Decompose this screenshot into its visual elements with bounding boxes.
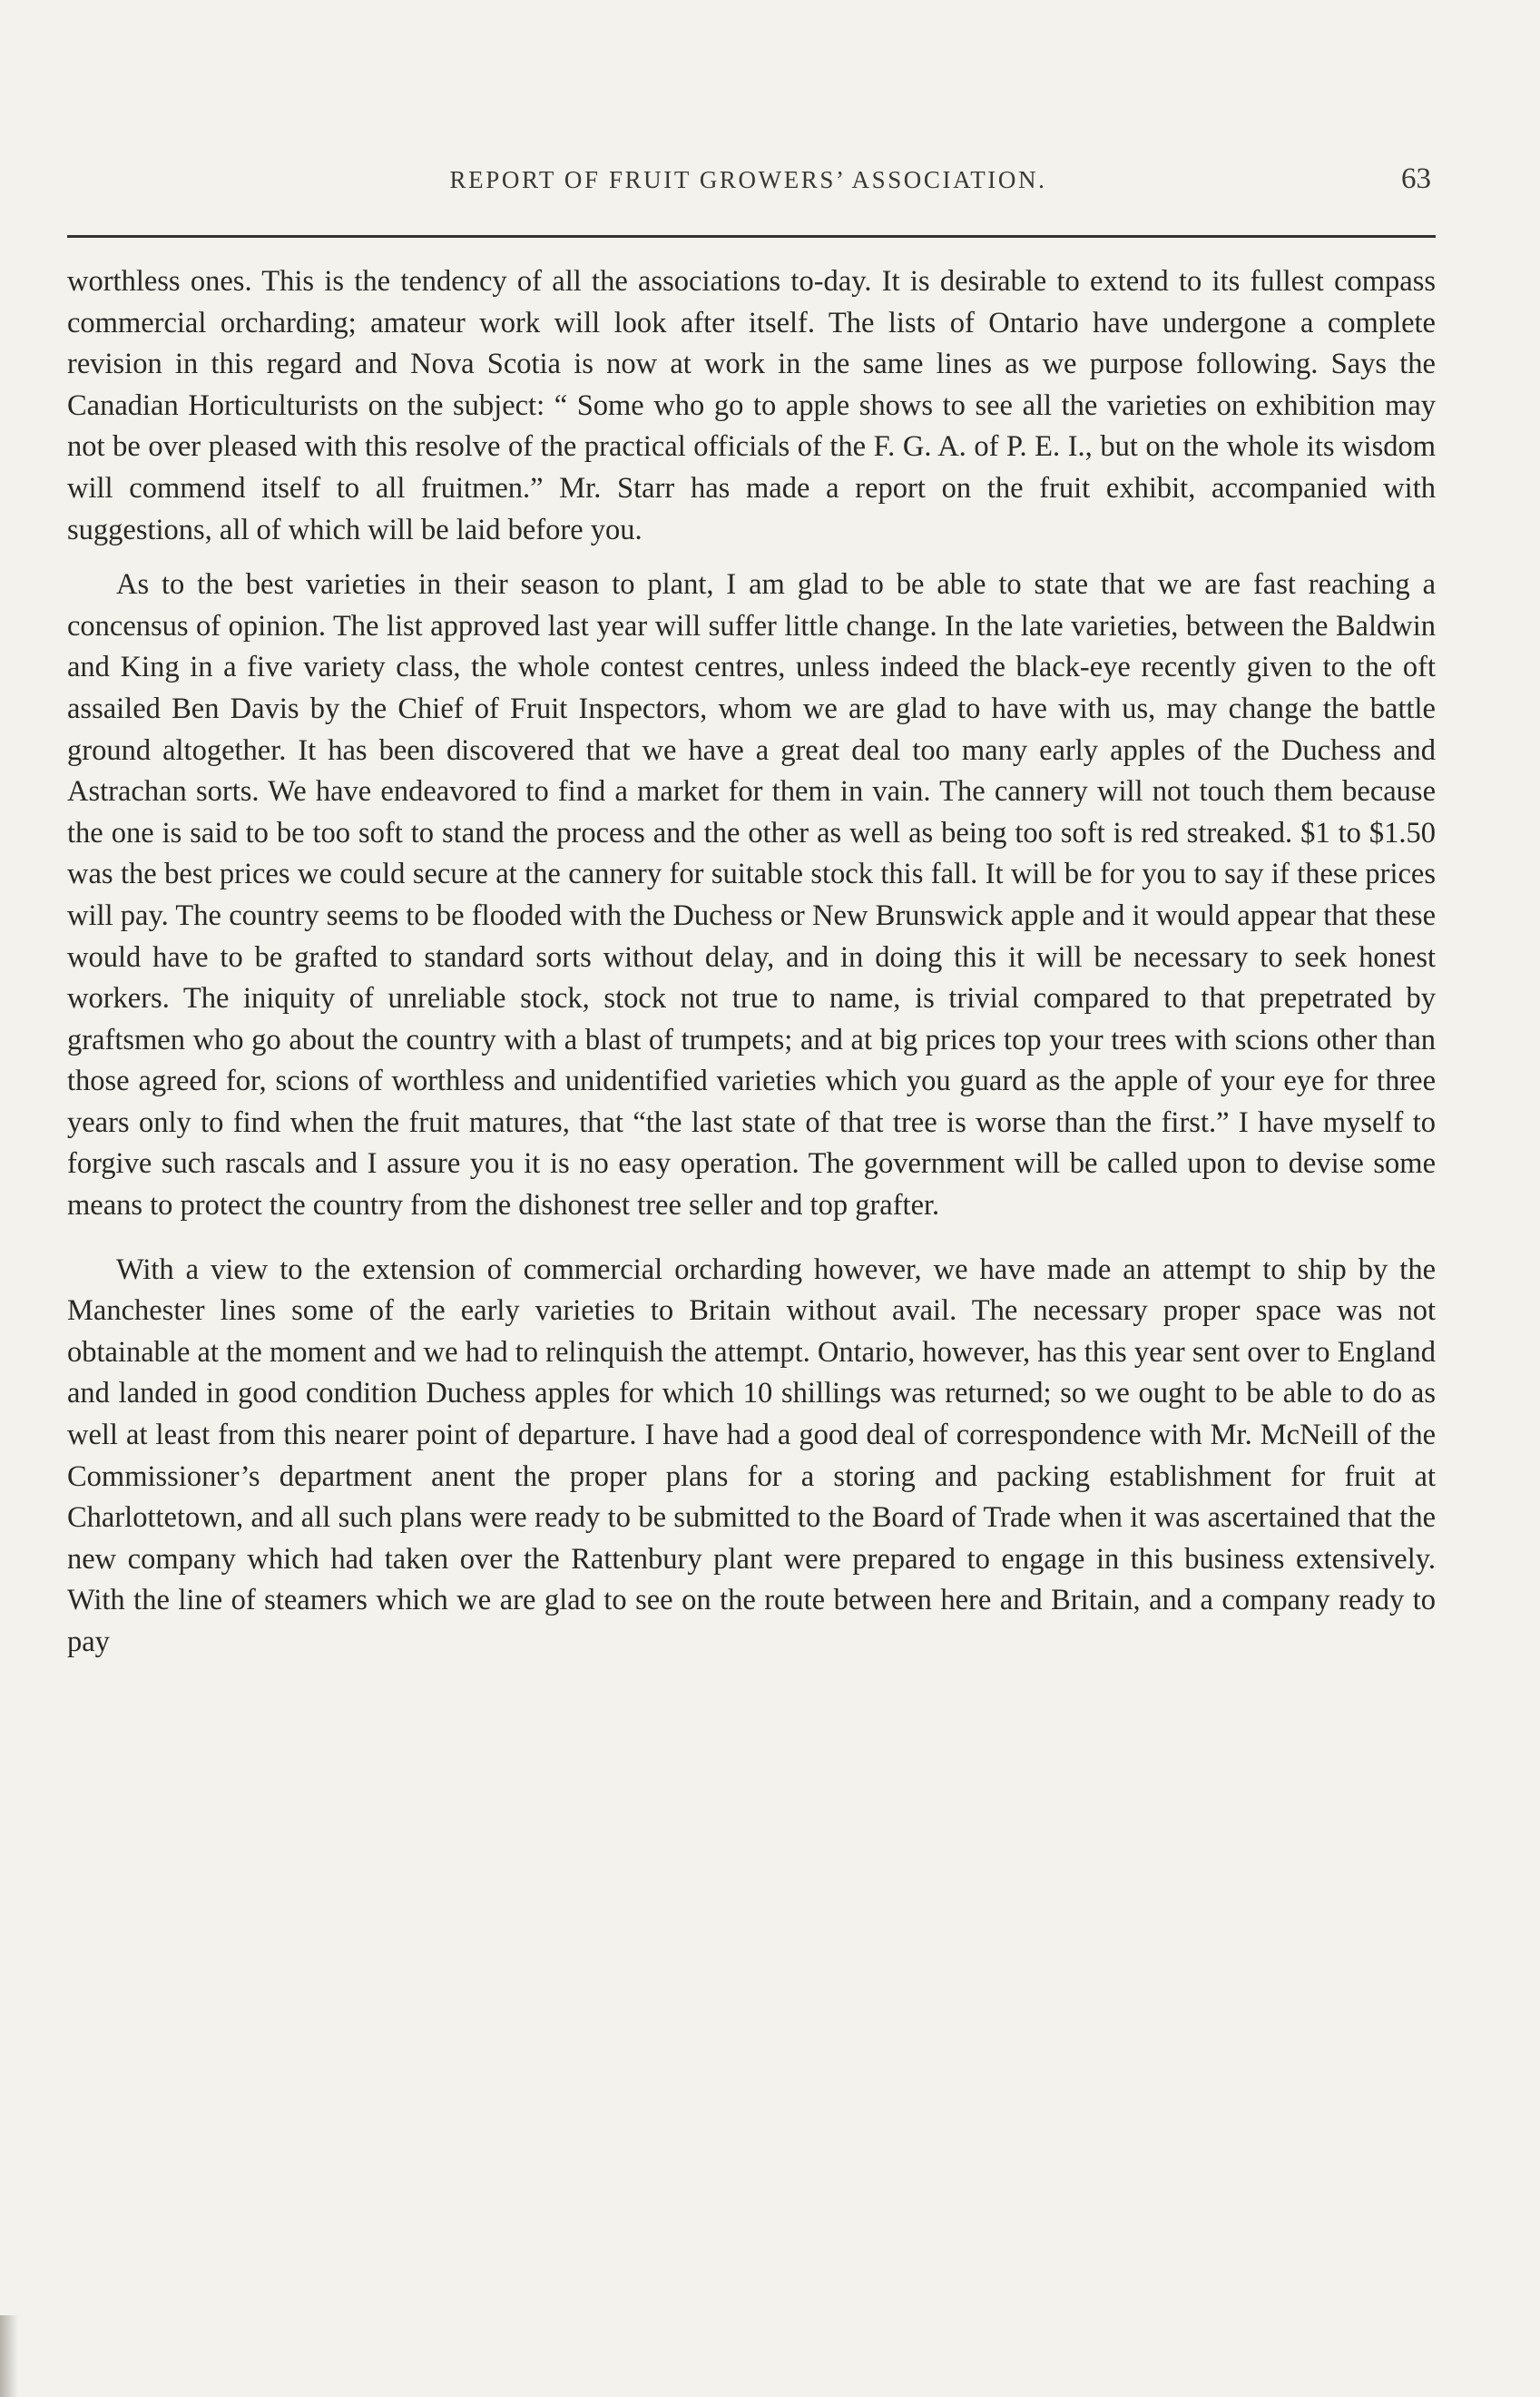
body-text	[67, 261, 1436, 1664]
paragraph-best-varieties: As to the best varieties in their season to plant, I am glad to be able to state that we are fast reaching a concensus of opinion. The list approved last year will suffer little change. In the late varieties, between the Baldwin and King in a five variety class, the whole contest centres, unless indeed the black-eye recently given to the oft assailed Ben Davis by the Chief of Fruit Inspectors, whom we are glad to have with us, may change the battle ground altogether. It has been discovered that we have a great deal too many early apples of the Duchess and Astrachan sorts. We have endeavored to find a market for them in vain. The cannery will not touch them because the one is said to be too soft to stand the process and the other as well as being too soft is red streaked. $1 to $1.50 was the best prices we could secure at the cannery for suitable stock this fall. It will be for you to say if these prices will pay. The country seems to be flooded with the Duchess or New Brunswick apple and it would appear that these would have to be grafted to standard sorts without delay, and in doing this it will be necessary to seek honest workers. The iniquity of unreliable stock, stock not true to name, is trivial compared to that prepetrated by graftsmen who go about the country with a blast of trumpets; and at big prices top your trees with scions other than those agreed for, scions of worthless and unidentified varieties which you guard as the apple of your eye for three years only to find when the fruit matures, that “the last state of that tree is worse than the first.” I have myself to forgive such rascals and I assure you it is no easy operation. The government will be called upon to devise some means to protect the country from the dishonest tree seller and top grafter.	[67, 568, 1436, 1223]
header-rule	[67, 235, 1436, 238]
paragraph-continuation: worthless ones. This is the tendency of all the associations to-day. It is desirable to extend to its fullest compass commercial orcharding; amateur work will look after itself. The lists of Ontario have undergone a complete revision in this regard and Nova Scotia is now at work in the same lines as we purpose following. Says the Canadian Horticulturists on the subject: “ Some who go to apple shows to see all the varieties on exhibition may not be over pleased with this resolve of the practical officials of the F. G. A. of P. E. I., but on the whole its wisdom will commend itself to all fruitmen.” Mr. Starr has made a report on the fruit exhibit, accompanied with suggestions, all of which will be laid before you.	[67, 265, 1436, 546]
page-number: 63	[1401, 162, 1431, 195]
running-head	[65, 162, 1431, 206]
paragraph-commercial-orcharding: With a view to the extension of commercial orcharding however, we have made an attempt to ship by the Manchester lines some of the early varieties to Britain without avail. The necessary proper space was not obtainable at the moment and we had to relinquish the attempt. Ontario, however, has this year sent over to England and landed in good condition Duchess apples for which 10 shillings was returned; so we ought to be able to do as well at least from this nearer point of departure. I have had a good deal of correspondence with Mr. McNeill of the Commissioner’s department anent the proper plans for a storing and packing establishment for fruit at Charlottetown, and all such plans were ready to be submitted to the Board of Trade when it was ascertained that the new company which had taken over the Rattenbury plant were prepared to engage in this business extensively. With the line of steamers which we are glad to see on the route between here and Britain, and a company ready to pay	[67, 1253, 1436, 1658]
scan-edge-mark	[0, 2315, 18, 2397]
running-title: REPORT OF FRUIT GROWERS’ ASSOCIATION.	[449, 166, 1047, 193]
